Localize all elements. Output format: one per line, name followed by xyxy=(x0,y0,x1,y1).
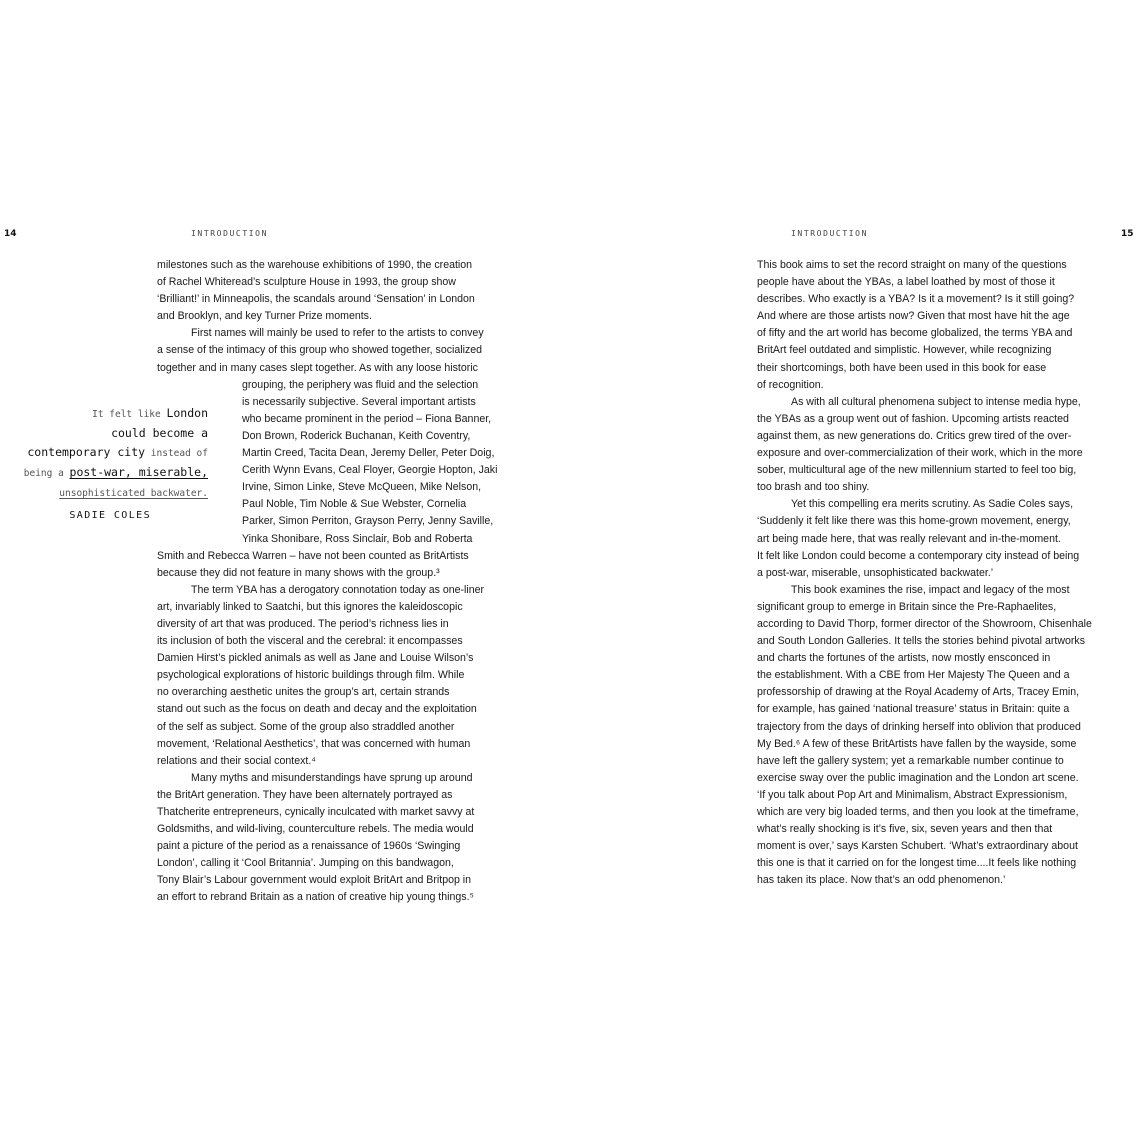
text-line: psychological explorations of historic buildings through film. While xyxy=(157,669,465,682)
text-line: Many myths and misunderstandings have sprung up around xyxy=(191,771,473,784)
text-line: sober, multicultural age of the new millennium started to feel too big, xyxy=(757,464,1077,477)
text-line: Goldsmiths, and wild-living, counterculture rebels. The media would xyxy=(157,823,474,836)
text-line: ‘Brilliant!’ in Minneapolis, the scandals around ‘Sensation’ in London xyxy=(157,293,475,306)
text-line: have left the gallery system; yet a remarkable number continue to xyxy=(757,754,1064,767)
text-line: the YBAs as a group went out of fashion. Upcoming artists reacted xyxy=(757,412,1069,425)
text-line: its inclusion of both the visceral and the cerebral: it encompasses xyxy=(157,635,463,648)
text-line: My Bed.⁶ A few of these BritArtists have fallen by the wayside, some xyxy=(757,737,1077,750)
pull-quote-line xyxy=(14,462,208,482)
text-line: Paul Noble, Tim Noble & Sue Webster, Cornelia xyxy=(242,498,467,511)
text-line: is necessarily subjective. Several important artists xyxy=(242,395,476,408)
text-line: Don Brown, Roderick Buchanan, Keith Coventry, xyxy=(242,429,471,442)
text-line: no overarching aesthetic unites the group’s art, certain strands xyxy=(157,686,450,699)
text-line: their shortcomings, both have been used in this book for ease xyxy=(757,361,1047,374)
text-line: paint a picture of the period as a renaissance of 1960s ‘Swinging xyxy=(157,840,461,853)
pull-quote-fragment: It felt like xyxy=(92,409,167,420)
pull-quote-fragment: could become a xyxy=(111,426,208,440)
text-line: exercise sway over the public imagination and the London art scene. xyxy=(757,771,1079,784)
text-line: art being made here, that was really relevant and in-the-moment. xyxy=(757,532,1061,545)
right-body-text xyxy=(757,257,1102,889)
text-line: the establishment. With a CBE from Her Majesty The Queen and a xyxy=(757,669,1070,682)
text-line: has taken its place. Now that’s an odd phenomenon.’ xyxy=(757,874,1006,887)
text-line: and South London Galleries. It tells the stories behind pivotal artworks xyxy=(757,635,1086,648)
text-line: together and in many cases slept together. As with any loose historic xyxy=(157,361,478,374)
text-line: Martin Creed, Tacita Dean, Jeremy Deller, Peter Doig, xyxy=(242,447,495,460)
text-line: First names will mainly be used to refer to the artists to convey xyxy=(191,327,484,340)
page-number-left: 14 xyxy=(4,229,17,239)
pull-quote-fragment: instead of xyxy=(145,448,208,459)
text-line: This book aims to set the record straight on many of the questions xyxy=(757,259,1067,271)
text-line: Smith and Rebecca Warren – have not been counted as BritArtists xyxy=(157,549,469,562)
text-line: people have about the YBAs, a label loathed by most of those it xyxy=(757,276,1055,289)
running-head-left: INTRODUCTION xyxy=(191,229,268,238)
pull-quote-line xyxy=(14,403,208,423)
text-line: Tony Blair’s Labour government would exploit BritArt and Britpop in xyxy=(157,874,472,887)
text-line: too brash and too shiny. xyxy=(757,481,870,494)
text-line: which are very big loaded terms, and then you look at the timeframe, xyxy=(757,806,1079,818)
text-line: and charts the fortunes of the artists, now mostly ensconced in xyxy=(757,652,1051,665)
page-number-right: 15 xyxy=(1121,229,1134,239)
pull-quote-line xyxy=(14,423,208,442)
text-line: a sense of the intimacy of this group who showed together, socialized xyxy=(157,344,483,357)
text-line: the BritArt generation. They have been alternately portrayed as xyxy=(157,788,453,801)
pull-quote-fragment: contemporary city xyxy=(27,445,146,459)
pull-quote-line xyxy=(14,442,208,462)
text-line: As with all cultural phenomena subject to intense media hype, xyxy=(791,395,1081,408)
text-line: The term YBA has a derogatory connotation today as one-liner xyxy=(191,583,485,596)
text-line: an effort to rebrand Britain as a nation of creative hip young things.⁵ xyxy=(157,891,474,904)
text-line: Thatcherite entrepreneurs, cynically inculcated with market savvy at xyxy=(157,806,475,818)
text-line: exposure and over-commercialization of their work, which in the more xyxy=(757,447,1083,460)
pull-quote-line xyxy=(14,482,208,502)
text-line: Damien Hirst’s pickled animals as well as Jane and Louise Wilson’s xyxy=(157,652,474,665)
text-line: grouping, the periphery was fluid and the selection xyxy=(242,378,479,391)
text-line: this one is that it carried on for the longest time....It feels like nothing xyxy=(757,857,1077,870)
text-line: movement, ‘Relational Aesthetics’, that was concerned with human xyxy=(157,737,471,750)
text-line: And where are those artists now? Given that most have hit the age xyxy=(757,310,1070,323)
text-line: BritArt feel outdated and simplistic. However, while recognizing xyxy=(757,344,1052,357)
running-head-right: INTRODUCTION xyxy=(791,229,868,238)
text-line: describes. Who exactly is a YBA? Is it a movement? Is it still going? xyxy=(757,293,1075,306)
text-line: who became prominent in the period – Fiona Banner, xyxy=(242,412,492,425)
text-line: art, invariably linked to Saatchi, but this ignores the kaleidoscopic xyxy=(157,600,463,613)
pull-quote-fragment: being a xyxy=(23,468,70,479)
text-line: of recognition. xyxy=(757,378,824,391)
text-line: milestones such as the warehouse exhibitions of 1990, the creation xyxy=(157,259,473,271)
text-line: Irvine, Simon Linke, Steve McQueen, Mike Nelson, xyxy=(242,481,482,494)
text-line: of Rachel Whiteread’s sculpture House in 1993, the group show xyxy=(157,276,456,289)
pull-quote-author: SADIE COLES xyxy=(69,510,151,521)
text-line: of the self as subject. Some of the group also straddled another xyxy=(157,720,455,733)
text-line: It felt like London could become a contemporary city instead of being xyxy=(757,549,1080,562)
text-line: for example, has gained ‘national treasure’ status in Britain: quite a xyxy=(757,703,1070,716)
text-line: This book examines the rise, impact and legacy of the most xyxy=(791,583,1070,596)
text-line: against them, as new generations do. Critics grew tired of the over- xyxy=(757,429,1072,442)
text-line: what’s really shocking is it’s five, six, seven years and then that xyxy=(757,823,1053,836)
text-line: of fifty and the art world has become globalized, the terms YBA and xyxy=(757,327,1073,340)
pull-quote xyxy=(14,403,208,521)
text-line: relations and their social context.⁴ xyxy=(157,754,316,767)
text-line: Cerith Wynn Evans, Ceal Floyer, Georgie Hopton, Jaki xyxy=(242,464,498,477)
text-line: according to David Thorp, former director of the Showroom, Chisenhale xyxy=(757,617,1092,630)
pull-quote-fragment: London xyxy=(166,406,208,420)
text-line: London’, calling it ‘Cool Britannia’. Jumping on this bandwagon, xyxy=(157,857,454,870)
text-line: Yinka Shonibare, Ross Sinclair, Bob and Roberta xyxy=(242,532,473,545)
text-line: moment is over,’ says Karsten Schubert. ‘What’s extraordinary about xyxy=(757,840,1078,853)
text-line: diversity of art that was produced. The period’s richness lies in xyxy=(157,617,449,630)
text-line: Yet this compelling era merits scrutiny. As Sadie Coles says, xyxy=(791,498,1074,511)
text-line: Parker, Simon Perriton, Grayson Perry, Jenny Saville, xyxy=(242,515,494,528)
text-line: trajectory from the days of drinking herself into oblivion that produced xyxy=(757,720,1081,733)
text-line: a post-war, miserable, unsophisticated backwater.’ xyxy=(757,566,994,579)
left-body-text xyxy=(157,257,502,907)
text-line: because they did not feature in many shows with the group.³ xyxy=(157,566,440,579)
text-line: professorship of drawing at the Royal Academy of Arts, Tracey Emin, xyxy=(757,686,1080,699)
pull-quote-fragment: unsophisticated backwater. xyxy=(59,488,208,499)
text-line: significant group to emerge in Britain since the Pre-Raphaelites, xyxy=(757,600,1057,613)
text-line: and Brooklyn, and key Turner Prize moments. xyxy=(157,310,372,323)
pull-quote-fragment: post-war, miserable, xyxy=(69,465,208,479)
text-line: ‘If you talk about Pop Art and Minimalism, Abstract Expressionism, xyxy=(757,788,1068,801)
text-line: ‘Suddenly it felt like there was this home-grown movement, energy, xyxy=(757,515,1071,528)
text-line: stand out such as the focus on death and decay and the exploitation xyxy=(157,703,477,716)
